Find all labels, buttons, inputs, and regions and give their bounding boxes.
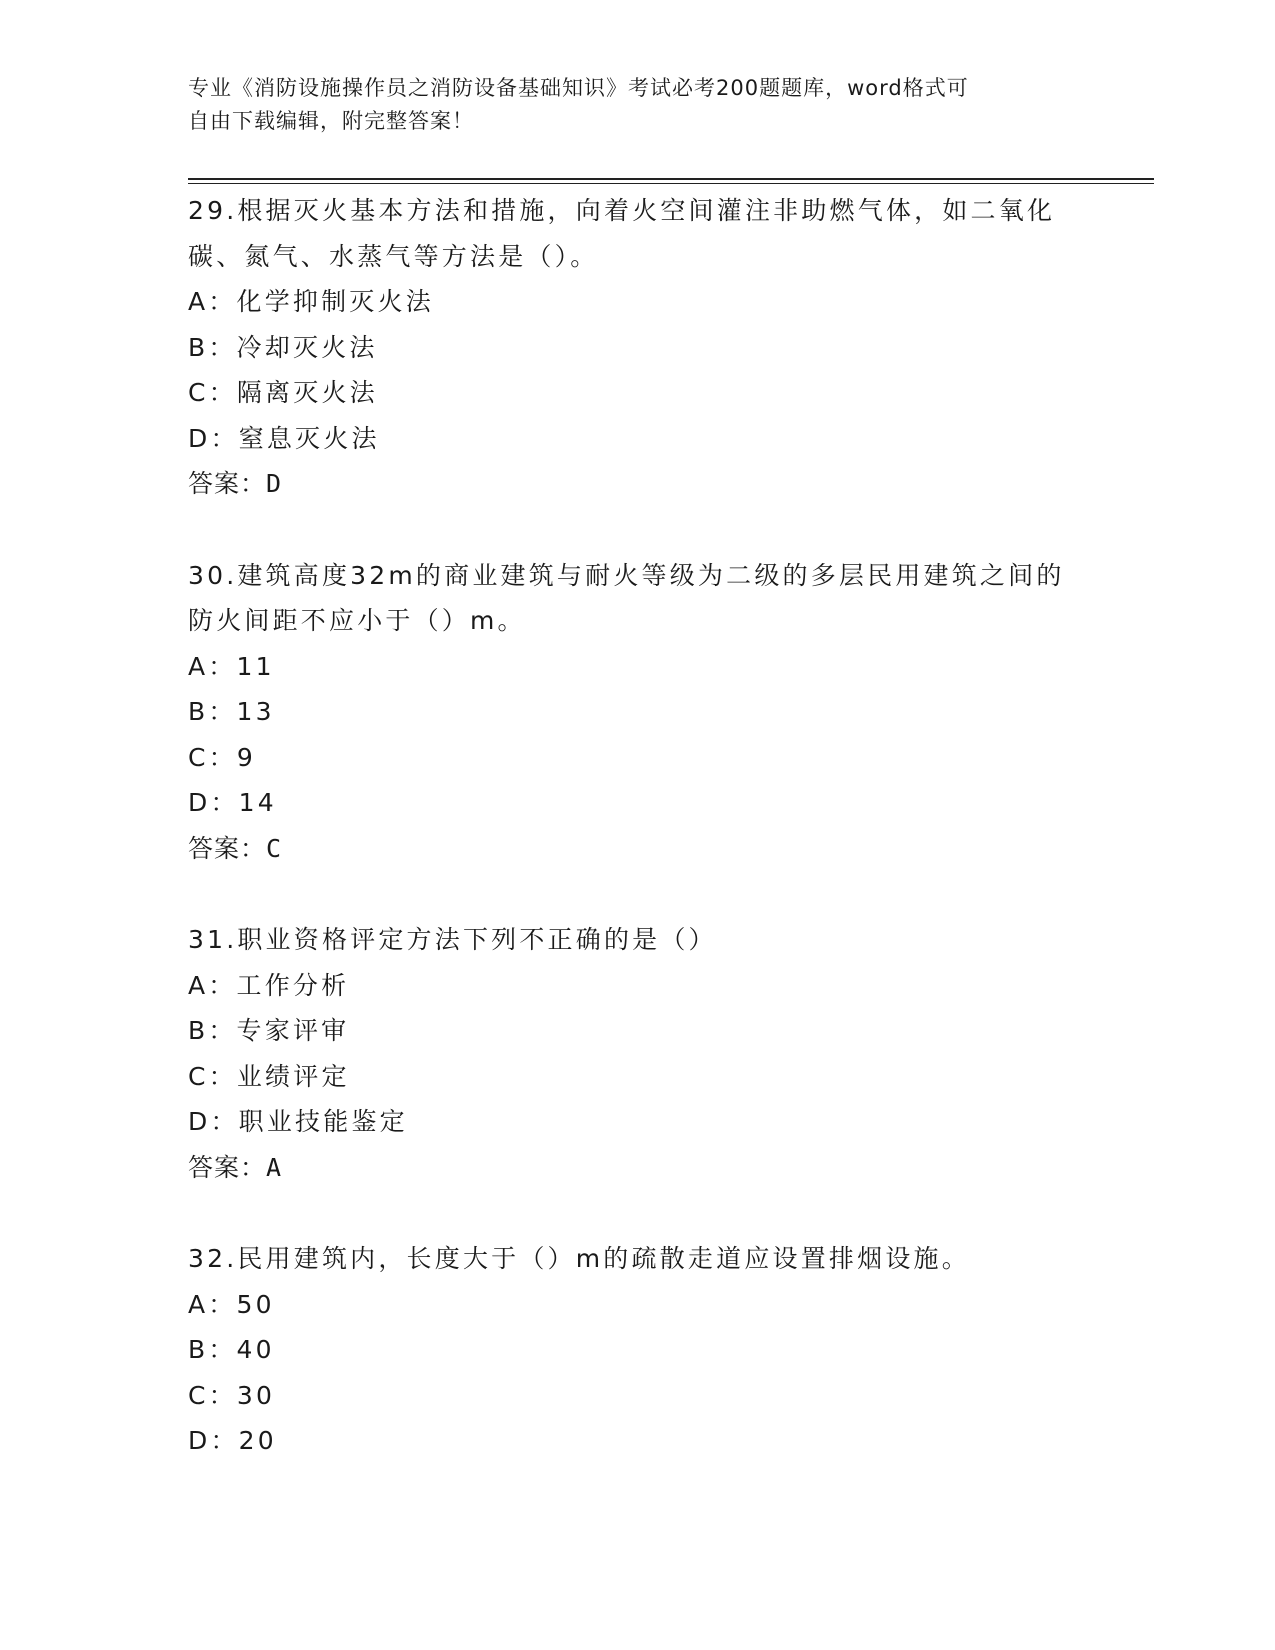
- option-d: D：20: [188, 1426, 277, 1455]
- question-30: [188, 553, 1088, 872]
- answer-line: [188, 461, 1088, 507]
- option-a: A：工作分析: [188, 970, 350, 1000]
- question-stem-line: 32.民用建筑内，长度大于（）m的疏散走道应设置排烟设施。: [188, 1244, 970, 1273]
- option-c: C：业绩评定: [188, 1061, 350, 1091]
- header-line-2: 自由下载编辑，附完整答案！: [188, 109, 474, 133]
- option-d: D：14: [188, 788, 277, 817]
- answer-label: 答案：: [188, 833, 267, 863]
- option-b: B：冷却灭火法: [188, 332, 378, 362]
- header-divider-thick: [188, 178, 1154, 180]
- question-stem-line: 30.建筑高度32m的商业建筑与耐火等级为二级的多层民用建筑之间的: [188, 560, 1065, 590]
- option-c: C：30: [188, 1380, 276, 1410]
- question-32: [188, 1236, 1088, 1464]
- option-a: A：化学抑制灭火法: [188, 287, 434, 316]
- question-list: [188, 188, 1088, 1510]
- answer-line: [188, 1145, 1088, 1191]
- question-stem-line: 碳、氮气、水蒸气等方法是（）。: [188, 241, 599, 271]
- question-31: [188, 917, 1088, 1190]
- answer-value: D: [266, 469, 283, 498]
- document-header: [188, 72, 1088, 138]
- option-a: A：50: [188, 1289, 275, 1319]
- answer-label: 答案：: [188, 1152, 267, 1182]
- option-b: B：40: [188, 1335, 275, 1364]
- question-stem-line: 31.职业资格评定方法下列不正确的是（）: [188, 925, 717, 954]
- option-a: A：11: [188, 651, 275, 681]
- answer-line: [188, 826, 1088, 872]
- answer-value: A: [266, 1152, 283, 1182]
- question-29: [188, 188, 1088, 507]
- option-b: B：13: [188, 697, 275, 726]
- header-line-1: 专业《消防设施操作员之消防设备基础知识》考试必考200题题库，word格式可: [188, 76, 969, 100]
- option-c: C：9: [188, 742, 256, 772]
- question-stem-line: 防火间距不应小于（）m。: [188, 606, 526, 635]
- question-stem-line: 29.根据灭火基本方法和措施，向着火空间灌注非助燃气体，如二氧化: [188, 196, 1056, 225]
- answer-value: C: [266, 833, 283, 863]
- header-divider-thin: [188, 183, 1154, 184]
- option-c: C：隔离灭火法: [188, 378, 378, 407]
- answer-label: 答案：: [188, 469, 267, 498]
- option-d: D：职业技能鉴定: [188, 1107, 408, 1136]
- option-d: D：窒息灭火法: [188, 423, 380, 453]
- option-b: B：专家评审: [188, 1016, 350, 1045]
